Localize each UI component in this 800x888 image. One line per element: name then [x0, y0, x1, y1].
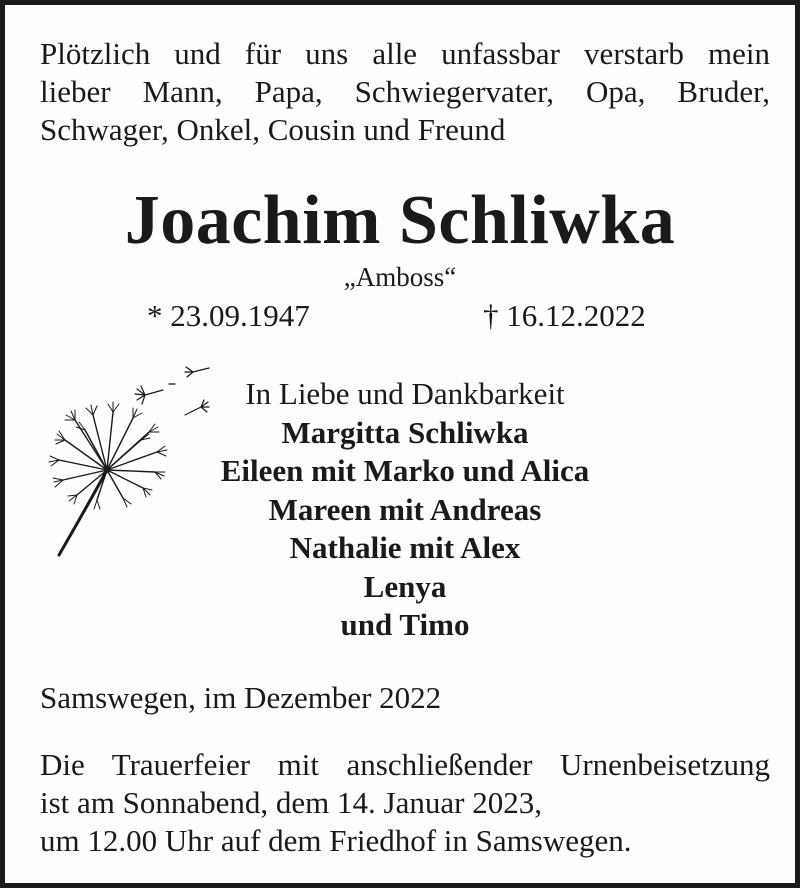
family-signatures [195, 375, 615, 645]
place-and-date: Samswegen, im Dezember 2022 [40, 680, 442, 715]
funeral-details [40, 746, 770, 860]
family-member: Lenya [363, 568, 447, 604]
intro-line: Plötzlich und für uns alle unfassbar verstarb mein [40, 36, 770, 71]
intro-text [40, 35, 770, 149]
funeral-line: um 12.00 Uhr auf dem Friedhof in Samswegen. [40, 823, 632, 858]
funeral-line: Die Trauerfeier mit anschließender Urnenbeisetzung [40, 747, 770, 782]
funeral-line: ist am Sonnabend, dem 14. Januar 2023, [40, 785, 542, 820]
deceased-nickname: „Amboss“ [343, 262, 457, 292]
dedication-line: In Liebe und Dankbarkeit [245, 376, 565, 411]
family-member: Nathalie mit Alex [289, 530, 521, 565]
family-member: Eileen mit Marko und Alica [220, 453, 590, 488]
family-member: und Timo [340, 607, 470, 642]
intro-line: Schwager, Onkel, Cousin und Freund [40, 112, 506, 147]
birth-date: * 23.09.1947 [147, 298, 310, 333]
family-member: Margitta Schliwka [281, 414, 529, 450]
deceased-name: Joachim Schliwka [124, 182, 676, 259]
death-date: † 16.12.2022 [483, 298, 646, 333]
family-member: Mareen mit Andreas [268, 491, 542, 527]
intro-line: lieber Mann, Papa, Schwiegervater, Opa, Bruder, [40, 74, 770, 109]
